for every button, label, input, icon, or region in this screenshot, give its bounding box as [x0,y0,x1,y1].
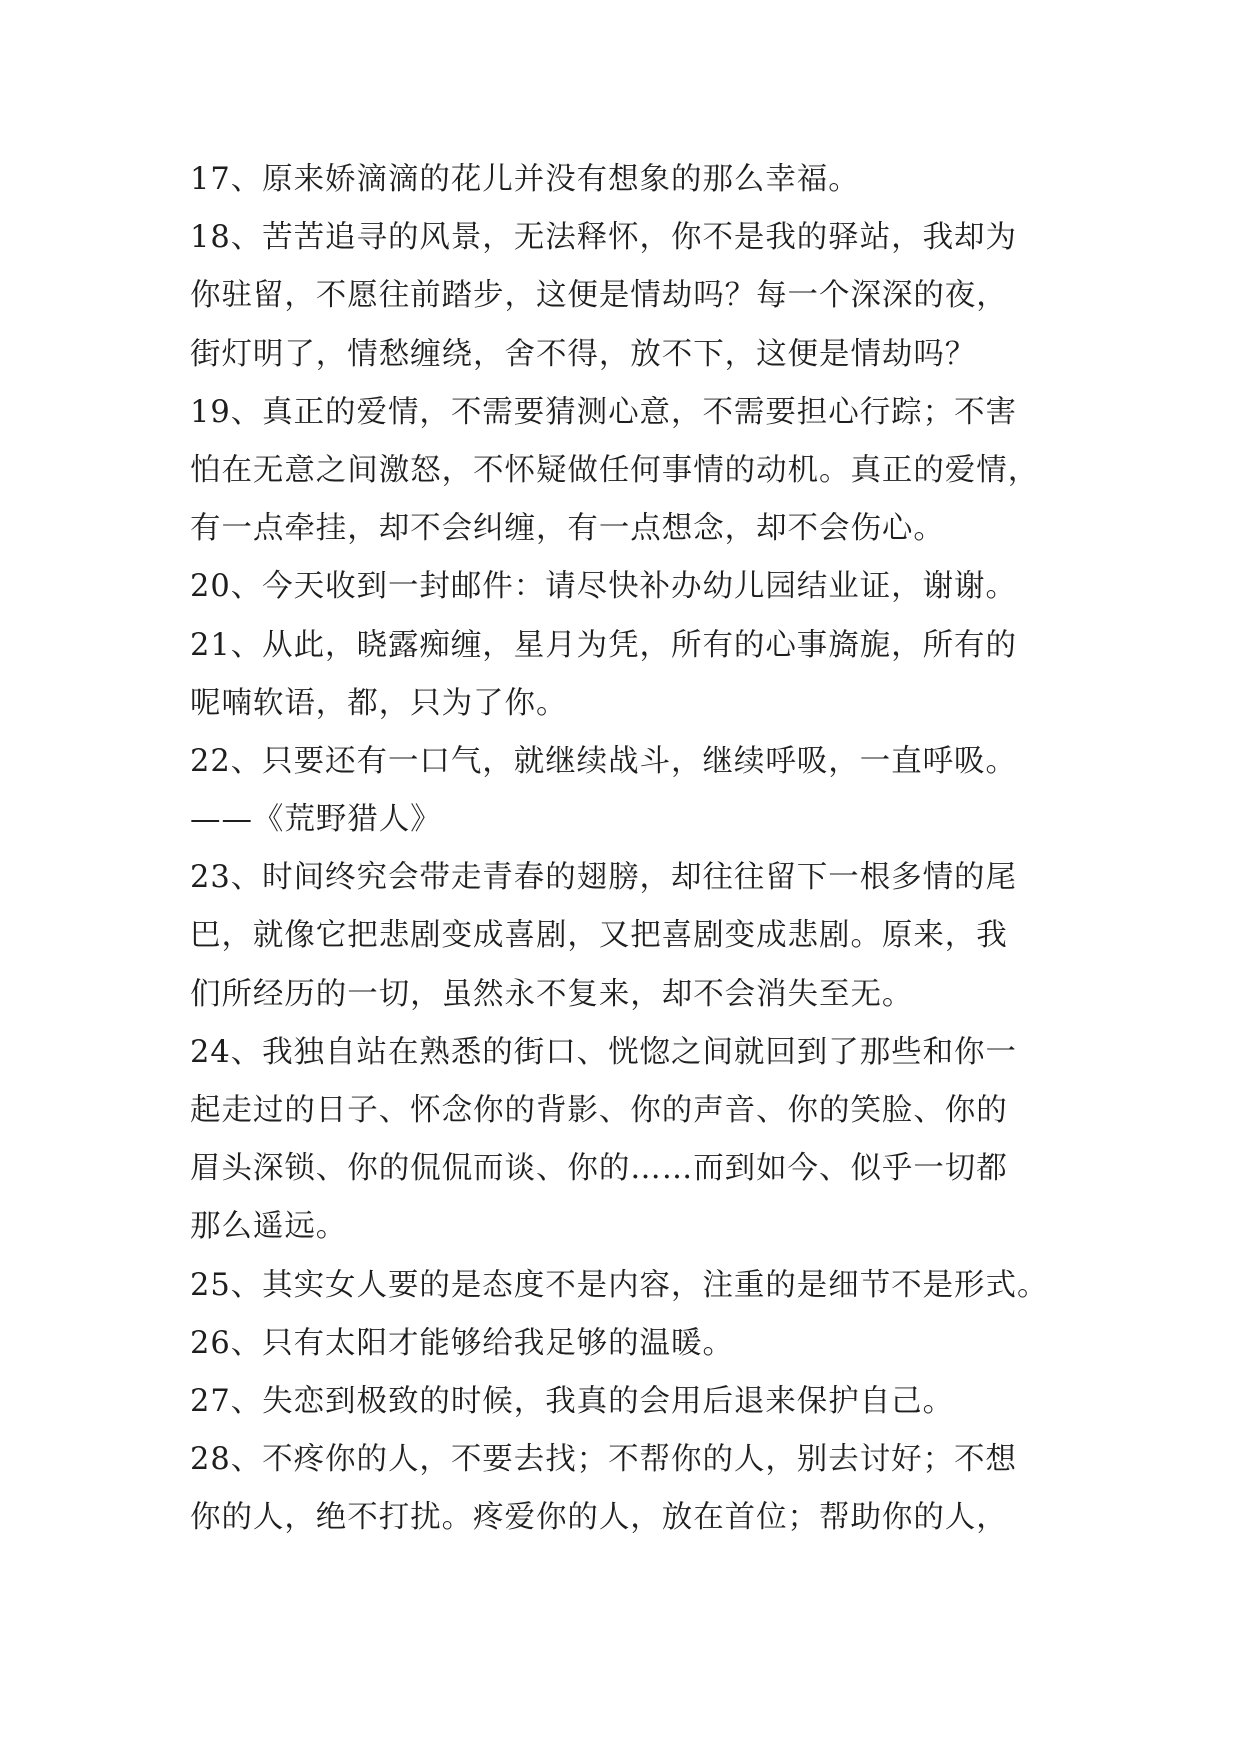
text-line: 呢喃软语，都，只为了你。 [190,685,568,721]
text-line: 巴，就像它把悲剧变成喜剧，又把喜剧变成悲剧。原来，我 [190,918,1008,954]
text-line: 22、只要还有一口气，就继续战斗，继续呼吸，一直呼吸。 [190,743,1017,779]
text-line: 28、不疼你的人，不要去找；不帮你的人，别去讨好；不想 [190,1442,1017,1478]
text-line: 们所经历的一切，虽然永不复来，却不会消失至无。 [190,976,914,1012]
text-line: 27、失恋到极致的时候，我真的会用后退来保护自己。 [190,1383,955,1419]
text-line: 眉头深锁、你的侃侃而谈、你的……而到如今、似乎一切都 [190,1151,1008,1187]
text-line: 21、从此，晓露痴缠，星月为凭，所有的心事旖旎，所有的 [190,627,1017,663]
text-line: 那么遥远。 [190,1209,348,1245]
text-line: 23、时间终究会带走青春的翅膀，却往往留下一根多情的尾 [190,860,1017,896]
body-text [190,160,1070,1557]
text-line: 有一点牵挂，却不会纠缠，有一点想念，却不会伤心。 [190,511,945,547]
text-line: 19、真正的爱情，不需要猜测心意，不需要担心行踪；不害 [190,394,1017,430]
text-line: 街灯明了，情愁缠绕，舍不得，放不下，这便是情劫吗？ [190,336,977,372]
text-line: 20、今天收到一封邮件：请尽快补办幼儿园结业证，谢谢。 [190,569,1017,605]
text-line: ——《荒野猎人》 [190,802,442,838]
text-line: 18、苦苦追寻的风景，无法释怀，你不是我的驿站，我却为 [190,220,1017,256]
text-line: 你驻留，不愿往前踏步，这便是情劫吗？每一个深深的夜， [190,278,1008,314]
text-line: 怕在无意之间激怒，不怀疑做任何事情的动机。真正的爱情， [190,452,1040,488]
text-line: 17、原来娇滴滴的花儿并没有想象的那么幸福。 [190,162,860,197]
text-line: 起走过的日子、怀念你的背影、你的声音、你的笑脸、你的 [190,1093,1008,1128]
text-line: 24、我独自站在熟悉的街口、恍惚之间就回到了那些和你一 [190,1034,1017,1070]
text-line: 你的人，绝不打扰。疼爱你的人，放在首位；帮助你的人， [190,1500,1008,1536]
text-line: 25、其实女人要的是态度不是内容，注重的是细节不是形式。 [190,1267,1049,1303]
text-line: 26、只有太阳才能够给我足够的温暖。 [190,1325,734,1361]
